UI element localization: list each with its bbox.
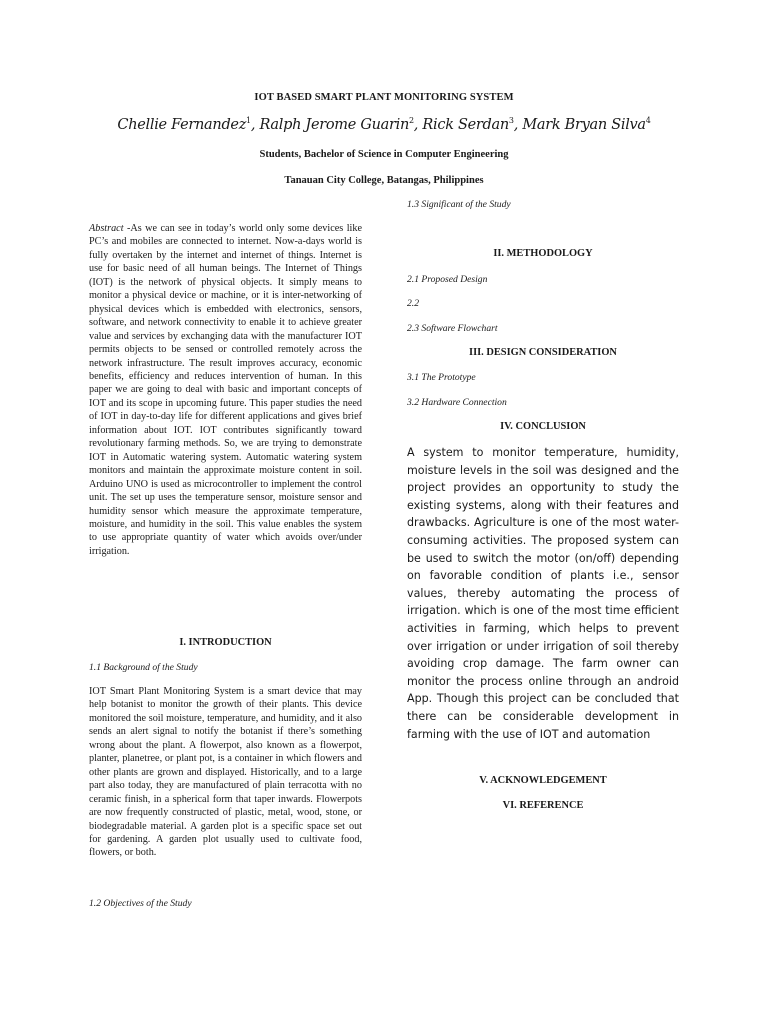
author-affiliation-mark: 1 xyxy=(246,116,251,125)
abstract-text: -As we can see in today’s world only some devices like PC’s and mobiles are connected to internet. Now-a-days world is fully overtaken by the internet and internet of things. Internet is use for basic need of all human beings. The Internet of Things (IOT) is the network of physical objects. It simply means to monitor a physical device or machine, or it is inter-networking of physical devices which is embedded with electronics, sensors, software, and network connectivity to enable it to achieve greater value and services by exchanging data with the manufacturer IOT permits objects to be sensed or controlled remotely across the network infrastructure. The result improves accuracy, economic benefits, efficiency and reduces intervention of human. In this paper we are going to deal with basic and important concepts of IOT and its scope in upcoming future. This paper studies the need of IOT in day-to-day life for different applications and gives brief information about IOT. IOT contributes significantly toward revolutionary farming methods. So, we are trying to demonstrate IOT in Automatic watering system. Automatic watering system monitors and maintain the approximate moisture content in soil. Arduino UNO is used as microcontroller to implement the control unit. The set up uses the temperature sensor, moisture sensor and humidity sensor which measure the approximate temperature, moisture, and humidity in the soil. This value enables the system to use appropriate quantity of water which avoids over/under irrigation. xyxy=(89,223,362,557)
design-consideration-heading: III. DESIGN CONSIDERATION xyxy=(469,347,617,358)
subsection-background-heading: 1.1 Background of the Study xyxy=(89,662,198,673)
subsection-proposed-design-heading: 2.1 Proposed Design xyxy=(407,274,488,285)
paper-title: IOT BASED SMART PLANT MONITORING SYSTEM xyxy=(254,92,514,103)
affiliation-institution: Tanauan City College, Batangas, Philippines xyxy=(284,175,484,186)
author-affiliation-mark: 3 xyxy=(508,116,514,125)
affiliation-program: Students, Bachelor of Science in Computer Engineering xyxy=(259,149,509,160)
author-name: Chellie Fernandez xyxy=(117,116,247,133)
abstract-label: Abstract xyxy=(89,223,124,234)
reference-heading: VI. REFERENCE xyxy=(502,800,584,811)
introduction-paragraph: IOT Smart Plant Monitoring System is a smart device that may help botanist to monitor the growth of their plants. This device monitored the soil moisture, temperature, and humidity, and it also sends an alert signal to notify the botanist if there’s something wrong about the plant. A flowerpot, also known as a flowerpot, planter, planetree, or plant pot, is a container in which flowers and other plants are grown and displayed. Historically, and to a large part also today, they are manufactured of plain terracotta with no ceramic finish, in a spherical form that taper inwards. Flowerpots are now frequently constructed of plastic, metal, wood, stone, or biodegradable material. A garden plot is a specific space set out for gardening. A garden plot usually used to cultivate food, flowers, or both. xyxy=(89,686,362,859)
acknowledgement-heading: V. ACKNOWLEDGEMENT xyxy=(479,775,607,786)
subsection-hardware-connection-heading: 3.2 Hardware Connection xyxy=(407,397,507,408)
subsection-objectives-heading: 1.2 Objectives of the Study xyxy=(89,898,192,909)
author-name: Rick Serdan xyxy=(422,116,509,133)
author-name: Ralph Jerome Guarin xyxy=(259,116,409,133)
author-separator: , xyxy=(250,116,260,133)
abstract-paragraph xyxy=(89,222,362,558)
author-affiliation-mark: 4 xyxy=(645,116,651,125)
author-list xyxy=(0,116,768,133)
subsection-prototype-heading: 3.1 The Prototype xyxy=(407,372,476,383)
subsection-significance-heading: 1.3 Significant of the Study xyxy=(407,199,511,210)
subsection-software-flowchart-heading: 2.3 Software Flowchart xyxy=(407,323,498,334)
methodology-heading: II. METHODOLOGY xyxy=(493,248,593,259)
author-name: Mark Bryan Silva xyxy=(522,116,646,133)
introduction-heading: I. INTRODUCTION xyxy=(179,637,272,648)
subsection-2-2-heading: 2.2 xyxy=(407,298,419,309)
conclusion-paragraph: A system to monitor temperature, humidity, moisture levels in the soil was designed and the project provides an opportunity to study the existing systems, along with their features and drawbacks. Agriculture is one of the most water-consuming activities. The proposed system can be used to switch the motor (on/off) depending on favorable condition of plants i.e., sensor values, thereby automating the process of irrigation. which is one of the most time efficient activities in farming, which helps to prevent over irrigation or under irrigation of soil thereby avoiding crop damage. The farm owner can monitor the process online through an android App. Though this project can be concluded that there can be considerable development in farming with the use of IOT and automation xyxy=(407,446,679,741)
author-separator: , xyxy=(413,116,423,133)
conclusion-heading: IV. CONCLUSION xyxy=(500,421,586,432)
author-separator: , xyxy=(513,116,523,133)
author-affiliation-mark: 2 xyxy=(409,116,414,125)
